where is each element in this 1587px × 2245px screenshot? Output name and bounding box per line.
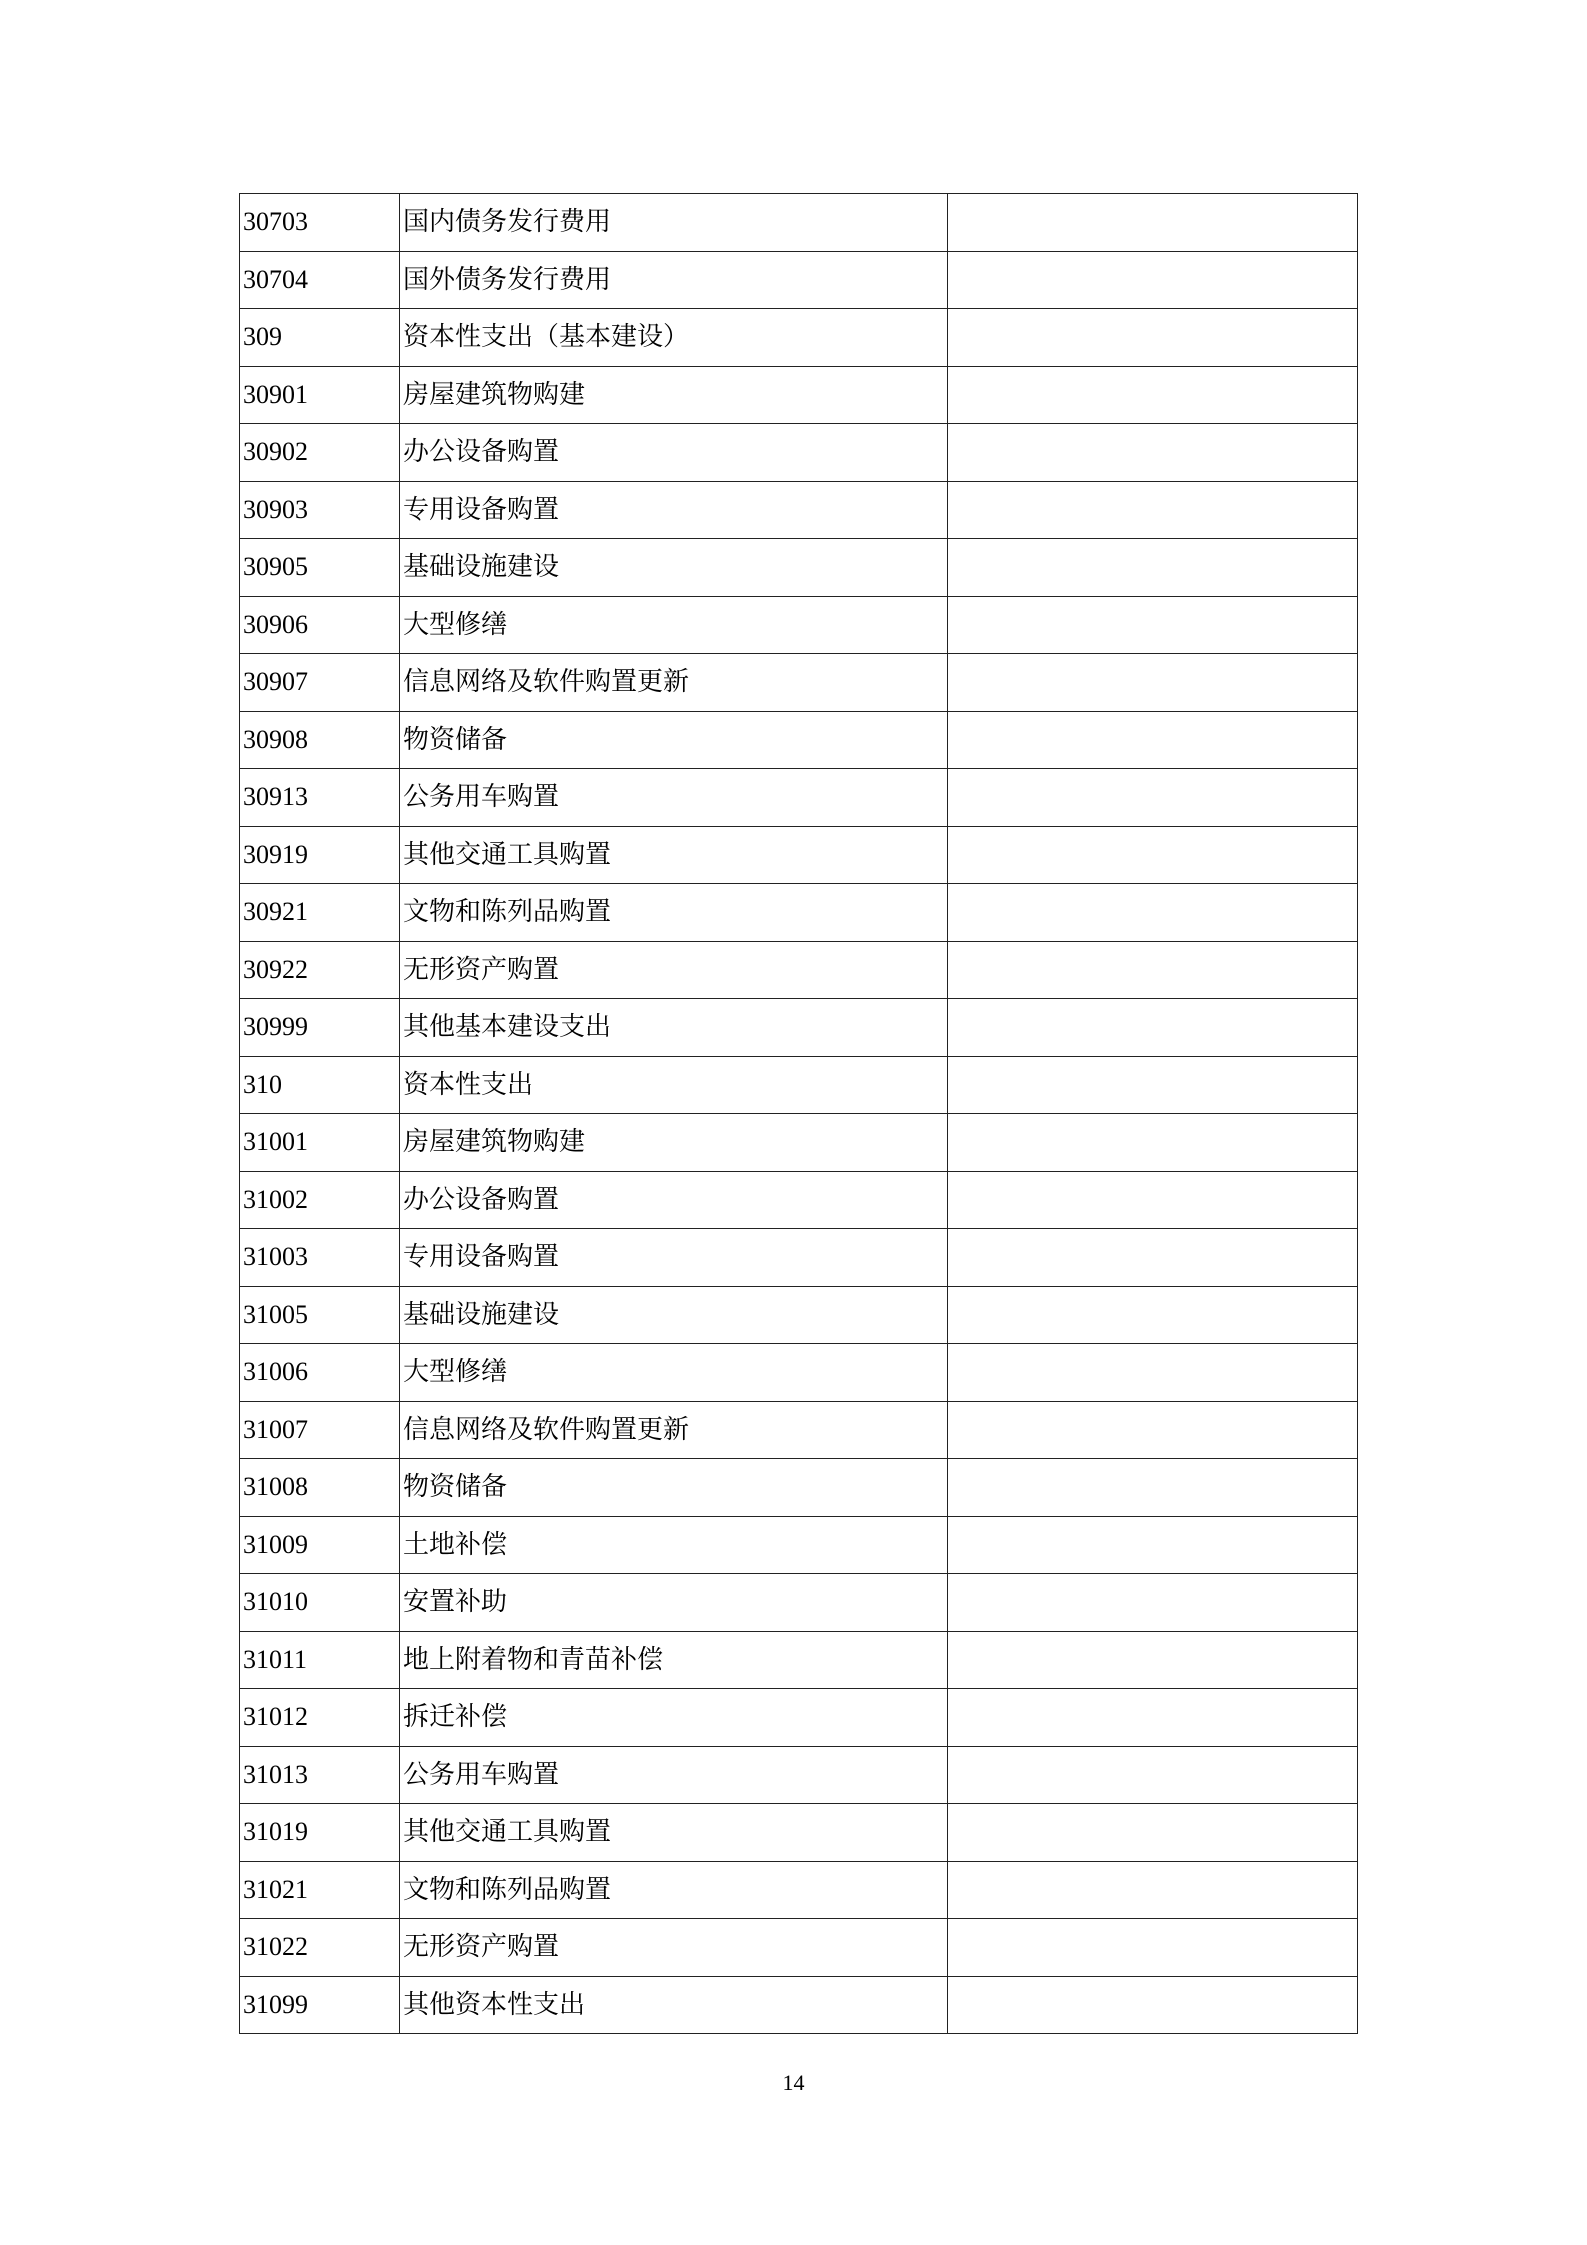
table-row [240, 884, 1358, 942]
table-row [240, 539, 1358, 597]
code-cell: 30907 [240, 654, 400, 712]
table-row [240, 1804, 1358, 1862]
table-row [240, 1919, 1358, 1977]
value-cell [948, 941, 1358, 999]
item-name-cell: 房屋建筑物购建 [400, 366, 948, 424]
code-cell: 30901 [240, 366, 400, 424]
code-cell: 31021 [240, 1861, 400, 1919]
value-cell [948, 1861, 1358, 1919]
item-name-cell: 专用设备购置 [400, 481, 948, 539]
item-name-cell: 大型修缮 [400, 1344, 948, 1402]
value-cell [948, 1171, 1358, 1229]
table-row [240, 1746, 1358, 1804]
item-name-cell: 国外债务发行费用 [400, 251, 948, 309]
value-cell [948, 999, 1358, 1057]
item-name-cell: 信息网络及软件购置更新 [400, 1401, 948, 1459]
code-cell: 31006 [240, 1344, 400, 1402]
code-cell: 31099 [240, 1976, 400, 2034]
table-row [240, 1286, 1358, 1344]
value-cell [948, 1574, 1358, 1632]
item-name-cell: 拆迁补偿 [400, 1689, 948, 1747]
item-name-cell: 基础设施建设 [400, 1286, 948, 1344]
code-cell: 30906 [240, 596, 400, 654]
code-cell: 31013 [240, 1746, 400, 1804]
table-row [240, 1171, 1358, 1229]
item-name-cell: 办公设备购置 [400, 424, 948, 482]
code-cell: 31002 [240, 1171, 400, 1229]
value-cell [948, 1804, 1358, 1862]
code-cell: 31005 [240, 1286, 400, 1344]
value-cell [948, 1114, 1358, 1172]
table-row [240, 1976, 1358, 2034]
item-name-cell: 安置补助 [400, 1574, 948, 1632]
code-cell: 31007 [240, 1401, 400, 1459]
item-name-cell: 其他交通工具购置 [400, 826, 948, 884]
item-name-cell: 无形资产购置 [400, 941, 948, 999]
table-row [240, 1114, 1358, 1172]
item-name-cell: 国内债务发行费用 [400, 194, 948, 252]
code-cell: 30921 [240, 884, 400, 942]
code-cell: 31001 [240, 1114, 400, 1172]
value-cell [948, 539, 1358, 597]
code-cell: 31010 [240, 1574, 400, 1632]
item-name-cell: 办公设备购置 [400, 1171, 948, 1229]
value-cell [948, 1689, 1358, 1747]
value-cell [948, 1344, 1358, 1402]
code-cell: 31008 [240, 1459, 400, 1517]
table-row [240, 309, 1358, 367]
item-name-cell: 地上附着物和青苗补偿 [400, 1631, 948, 1689]
table-row [240, 1344, 1358, 1402]
table-row [240, 1516, 1358, 1574]
table-row [240, 424, 1358, 482]
code-cell: 31022 [240, 1919, 400, 1977]
table-row [240, 941, 1358, 999]
item-name-cell: 资本性支出（基本建设） [400, 309, 948, 367]
item-name-cell: 公务用车购置 [400, 769, 948, 827]
code-cell: 309 [240, 309, 400, 367]
value-cell [948, 424, 1358, 482]
item-name-cell: 土地补偿 [400, 1516, 948, 1574]
item-name-cell: 房屋建筑物购建 [400, 1114, 948, 1172]
table-row [240, 194, 1358, 252]
table-row [240, 596, 1358, 654]
table-row [240, 1861, 1358, 1919]
item-name-cell: 公务用车购置 [400, 1746, 948, 1804]
value-cell [948, 884, 1358, 942]
table-row [240, 999, 1358, 1057]
value-cell [948, 481, 1358, 539]
item-name-cell: 物资储备 [400, 1459, 948, 1517]
value-cell [948, 309, 1358, 367]
value-cell [948, 596, 1358, 654]
item-name-cell: 基础设施建设 [400, 539, 948, 597]
code-cell: 31009 [240, 1516, 400, 1574]
value-cell [948, 1229, 1358, 1287]
item-name-cell: 信息网络及软件购置更新 [400, 654, 948, 712]
value-cell [948, 1056, 1358, 1114]
value-cell [948, 769, 1358, 827]
page-number: 14 [782, 2070, 805, 2095]
item-name-cell: 其他资本性支出 [400, 1976, 948, 2034]
item-name-cell: 文物和陈列品购置 [400, 1861, 948, 1919]
value-cell [948, 826, 1358, 884]
table-row [240, 481, 1358, 539]
value-cell [948, 1516, 1358, 1574]
table-row [240, 1631, 1358, 1689]
code-cell: 30919 [240, 826, 400, 884]
table-row [240, 1689, 1358, 1747]
code-cell: 310 [240, 1056, 400, 1114]
expenditure-code-table [239, 193, 1358, 2034]
item-name-cell: 无形资产购置 [400, 1919, 948, 1977]
table-row [240, 711, 1358, 769]
item-name-cell: 文物和陈列品购置 [400, 884, 948, 942]
code-cell: 30704 [240, 251, 400, 309]
code-cell: 31003 [240, 1229, 400, 1287]
value-cell [948, 1919, 1358, 1977]
item-name-cell: 专用设备购置 [400, 1229, 948, 1287]
value-cell [948, 1976, 1358, 2034]
table-row [240, 769, 1358, 827]
code-cell: 30905 [240, 539, 400, 597]
table-row [240, 1229, 1358, 1287]
item-name-cell: 其他交通工具购置 [400, 1804, 948, 1862]
value-cell [948, 366, 1358, 424]
table-row [240, 826, 1358, 884]
value-cell [948, 654, 1358, 712]
code-cell: 30703 [240, 194, 400, 252]
code-cell: 31011 [240, 1631, 400, 1689]
code-cell: 30908 [240, 711, 400, 769]
table-body [240, 194, 1358, 2034]
table-row [240, 1056, 1358, 1114]
table-row [240, 654, 1358, 712]
table-row [240, 1401, 1358, 1459]
table-row [240, 366, 1358, 424]
code-cell: 31019 [240, 1804, 400, 1862]
item-name-cell: 资本性支出 [400, 1056, 948, 1114]
code-cell: 31012 [240, 1689, 400, 1747]
code-cell: 30922 [240, 941, 400, 999]
value-cell [948, 251, 1358, 309]
value-cell [948, 1401, 1358, 1459]
value-cell [948, 1631, 1358, 1689]
value-cell [948, 1746, 1358, 1804]
table-row [240, 1574, 1358, 1632]
value-cell [948, 194, 1358, 252]
code-cell: 30913 [240, 769, 400, 827]
code-cell: 30902 [240, 424, 400, 482]
value-cell [948, 1286, 1358, 1344]
value-cell [948, 711, 1358, 769]
code-cell: 30903 [240, 481, 400, 539]
value-cell [948, 1459, 1358, 1517]
table-row [240, 1459, 1358, 1517]
item-name-cell: 大型修缮 [400, 596, 948, 654]
item-name-cell: 物资储备 [400, 711, 948, 769]
table-row [240, 251, 1358, 309]
code-cell: 30999 [240, 999, 400, 1057]
item-name-cell: 其他基本建设支出 [400, 999, 948, 1057]
